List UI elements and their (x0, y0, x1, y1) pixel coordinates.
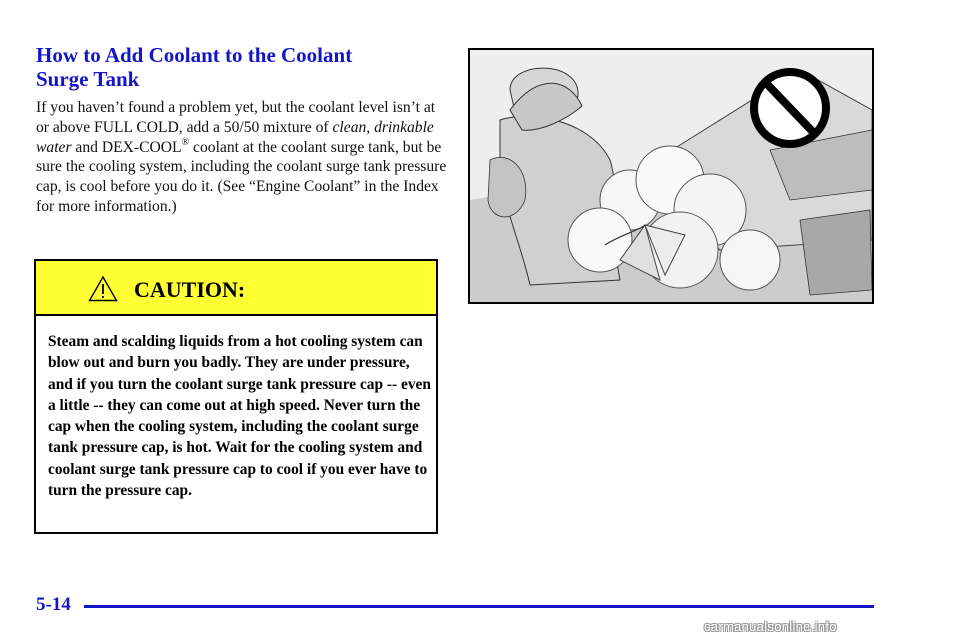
watermark: carmanualsonline.info (704, 619, 837, 634)
section-heading (36, 43, 436, 91)
warning-triangle-icon (88, 275, 118, 302)
caution-title: CAUTION: (134, 277, 246, 302)
section-heading-line-1: How to Add Coolant to the Coolant (36, 43, 353, 67)
page-number: 5-14 (36, 594, 71, 615)
body-text-part-1: If you haven’t found a problem yet, but the coolant level isn’t at or above FULL COLD, add a 50/50 mixture of (36, 99, 436, 136)
section-heading-line-2: Surge Tank (36, 67, 140, 91)
body-text-italic: clean, drinkable water (36, 118, 434, 156)
steam-warning-illustration (468, 48, 874, 304)
caution-header (36, 261, 436, 316)
footer-rule (84, 605, 874, 608)
body-paragraph (36, 98, 451, 217)
caution-text: Steam and scalding liquids from a hot cooling system can blow out and burn you badly. They are under pressure, and if you turn the coolant surge tank pressure cap -- even a little -- they can come out at high speed. Never turn the cap when the cooling system, including the coolant surge tank pressure cap, is hot. Wait for the cooling system and coolant surge tank pressure cap to cool if you ever have to turn the pressure cap. (48, 333, 431, 500)
body-text-part-3: coolant at the coolant surge tank, but be sure the cooling system, including the coolant surge tank pressure cap, is cool before you do it. (See “Engine Coolant” in the Index for more information.) (36, 138, 447, 215)
body-text-part-2: and DEX-COOL (71, 138, 182, 156)
caution-box (34, 259, 438, 534)
illustration-drawing (470, 50, 872, 302)
registered-trademark: ® (181, 136, 190, 148)
